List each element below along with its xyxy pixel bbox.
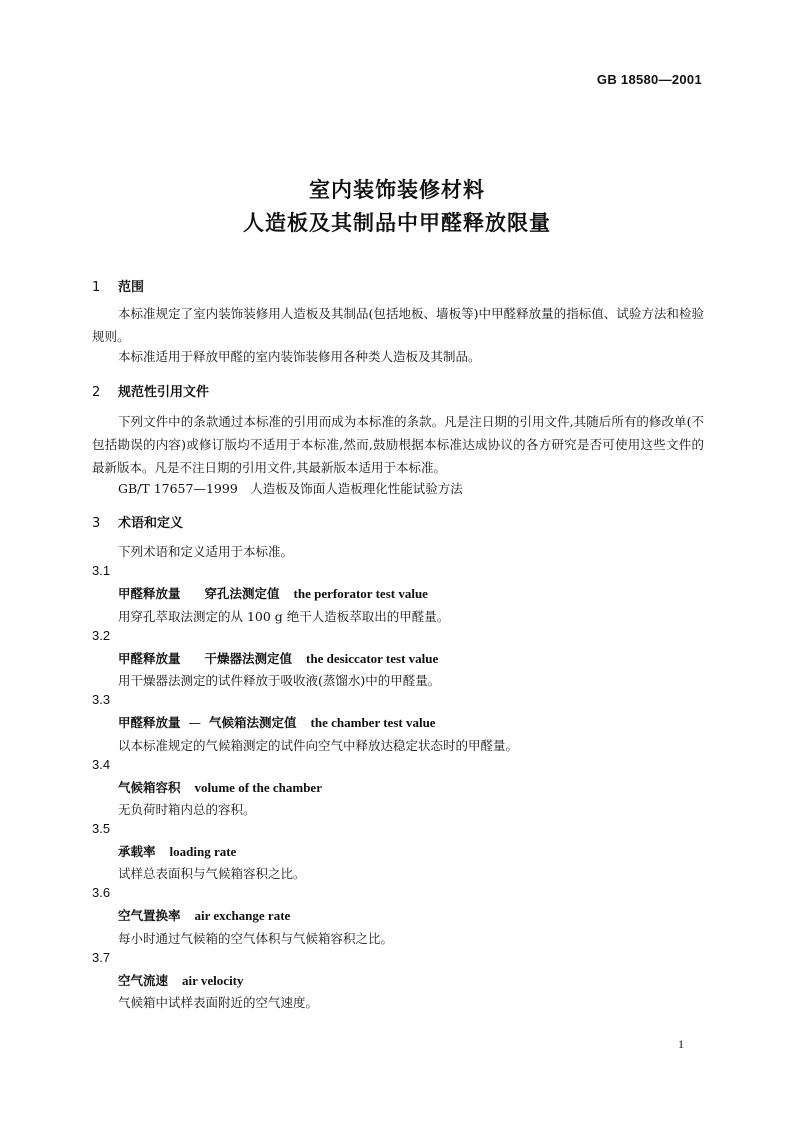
term-en: volume of the chamber	[194, 780, 322, 795]
section-1-para-2: 本标准适用于释放甲醛的室内装饰装修用各种类人造板及其制品。	[118, 349, 481, 364]
section-number: 2	[92, 385, 101, 400]
term-3-4	[118, 778, 322, 796]
term-3-2	[118, 649, 438, 667]
term-en: loading rate	[169, 844, 237, 859]
term-cn: 甲醛释放量	[118, 715, 181, 730]
term-en: the perforator test value	[293, 586, 428, 601]
clause-number: 3.6	[92, 885, 111, 900]
section-title: 范围	[118, 280, 145, 295]
clause-number: 3.3	[92, 692, 111, 707]
section-1-heading	[92, 276, 144, 295]
section-3-intro: 下列术语和定义适用于本标准。	[118, 544, 294, 559]
title-line-2: 人造板及其制品中甲醛释放限量	[243, 211, 551, 235]
normative-reference: GB/T 17657—1999 人造板及饰面人造板理化性能试验方法	[118, 481, 463, 496]
term-method: 穿孔法测定值	[204, 586, 280, 601]
term-en: the desiccator test value	[306, 651, 439, 666]
definition-3-2: 用干燥器法测定的试件释放于吸收液(蒸馏水)中的甲醛量。	[118, 673, 441, 688]
term-en: air exchange rate	[194, 908, 291, 923]
clause-number: 3.4	[92, 757, 111, 772]
definition-3-1: 用穿孔萃取法测定的从 100 g 绝干人造板萃取出的甲醛量。	[118, 609, 450, 624]
definition-3-4: 无负荷时箱内总的容积。	[118, 802, 256, 817]
clause-number: 3.5	[92, 821, 111, 836]
section-title: 规范性引用文件	[118, 385, 210, 400]
section-3-heading	[92, 512, 183, 531]
section-2-para-1: 下列文件中的条款通过本标准的引用而成为本标准的条款。凡是注日期的引用文件,其随后所有的修改单(不包括勘误的内容)或修订版均不适用于本标准,然而,鼓励根据本标准达成协议的各方研究是否可使用这些文件的最新版本。凡是不注日期的引用文件,其最新版本适用于本标准。	[92, 414, 704, 475]
term-3-3	[118, 713, 436, 731]
definition-3-3: 以本标准规定的气候箱测定的试件向空气中释放达稳定状态时的甲醛量。	[118, 738, 519, 753]
clause-number: 3.2	[92, 628, 111, 643]
section-2-heading	[92, 381, 209, 400]
definition-3-7: 气候箱中试样表面附近的空气速度。	[118, 995, 319, 1010]
term-cn: 甲醛释放量	[118, 586, 181, 601]
definition-3-6: 每小时通过气候箱的空气体积与气候箱容积之比。	[118, 931, 394, 946]
section-title: 术语和定义	[118, 516, 184, 531]
term-3-6	[118, 906, 290, 924]
term-en: the chamber test value	[310, 715, 436, 730]
term-method: 干燥器法测定值	[204, 651, 293, 666]
term-3-7	[118, 971, 244, 989]
page-number: 1	[678, 1037, 684, 1051]
term-cn: 承载率	[118, 844, 156, 859]
section-number: 1	[92, 280, 101, 295]
definition-3-5: 试样总表面积与气候箱容积之比。	[118, 866, 306, 881]
term-cn: 甲醛释放量	[118, 651, 181, 666]
term-en: air velocity	[182, 973, 244, 988]
section-1-para-1: 本标准规定了室内装饰装修用人造板及其制品(包括地板、墙板等)中甲醛释放量的指标值、试验方法和检验规则。	[92, 306, 704, 344]
term-cn: 空气置换率	[118, 908, 181, 923]
term-separator: —	[188, 715, 202, 730]
term-method: 气候箱法测定值	[209, 715, 297, 730]
term-3-1	[118, 584, 428, 602]
clause-number: 3.7	[92, 950, 111, 965]
title-line-1: 室内装饰装修材料	[309, 178, 485, 202]
term-cn: 空气流速	[118, 973, 169, 988]
section-number: 3	[92, 516, 101, 531]
standard-code: GB 18580—2001	[596, 72, 702, 87]
clause-number: 3.1	[92, 563, 111, 578]
term-cn: 气候箱容积	[118, 780, 181, 795]
term-3-5	[118, 842, 236, 860]
